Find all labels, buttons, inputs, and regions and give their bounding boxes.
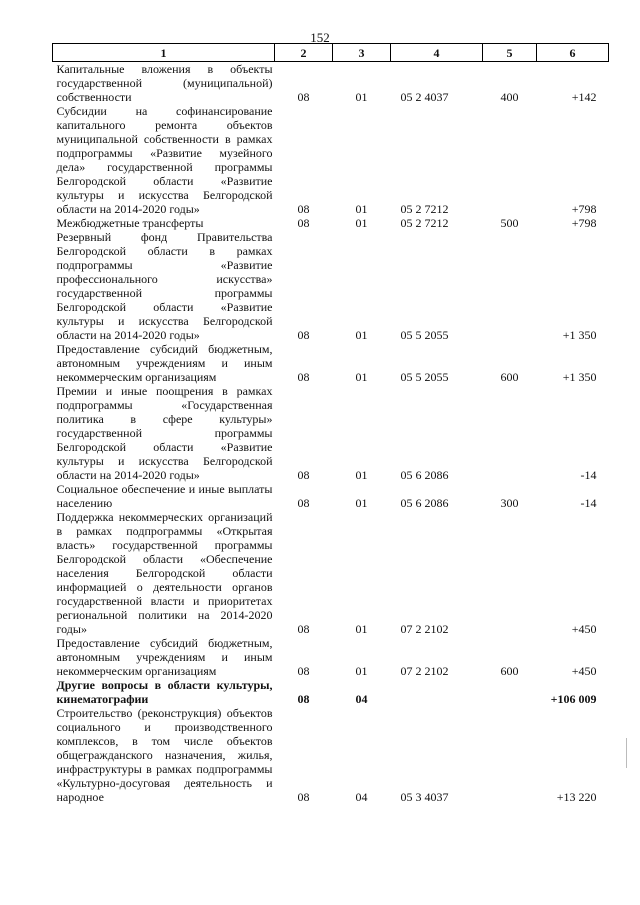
- row-section: 08: [297, 622, 310, 636]
- row-section: 08: [297, 496, 310, 510]
- scan-edge-mark: [626, 738, 627, 768]
- page-number: 152: [310, 30, 330, 45]
- row-expense-type: 600: [500, 370, 519, 384]
- row-amount: +798: [571, 216, 597, 230]
- table-row: [53, 216, 609, 230]
- column-header: 2: [275, 44, 333, 62]
- table-header-row: [53, 44, 609, 62]
- row-section: 08: [297, 216, 310, 230]
- row-subsection: 01: [355, 468, 368, 482]
- table-row: [53, 510, 609, 636]
- row-section: 08: [297, 790, 310, 804]
- row-target-article: 05 2 7212: [400, 202, 449, 216]
- row-subsection: 01: [355, 622, 368, 636]
- row-section: 08: [297, 90, 310, 104]
- row-subsection: 04: [355, 692, 368, 706]
- row-name: Поддержка некоммерческих организаций в рамках подпрограммы «Открытая власть» государственной программы Белгородской области «Обеспечение населения Белгородской области информацией о деятельности органов государственной власти и приоритетах региональной политики на 2014-2020 годы»: [56, 510, 273, 636]
- row-target-article: 05 5 2055: [400, 328, 449, 342]
- row-name: Предоставление субсидий бюджетным, автономным учреждениям и иным некоммерческим организациям: [56, 342, 273, 384]
- row-name: Предоставление субсидий бюджетным, автономным учреждениям и иным некоммерческим организациям: [56, 636, 273, 678]
- row-section: 08: [297, 664, 310, 678]
- row-name: Капитальные вложения в объекты государственной (муниципальной) собственности: [56, 62, 273, 104]
- row-expense-type: [483, 384, 537, 482]
- table-row: [53, 104, 609, 216]
- row-target-article: 05 2 7212: [400, 216, 449, 230]
- row-name: Строительство (реконструкция) объектов социального и производственного комплексов, в том числе объектов общегражданского назначения, жилья, инфраструктуры в рамках подпрограммы «Культурно-досуговая деятельность и народное: [56, 706, 273, 804]
- row-section: 08: [297, 468, 310, 482]
- row-name: Другие вопросы в области культуры, кинематографии: [56, 678, 273, 706]
- table-row: [53, 706, 609, 804]
- table-row: [53, 482, 609, 510]
- row-expense-type: [483, 104, 537, 216]
- row-expense-type: 600: [500, 664, 519, 678]
- row-target-article: 05 6 2086: [400, 496, 449, 510]
- row-subsection: 04: [355, 790, 368, 804]
- row-expense-type: [483, 510, 537, 636]
- row-amount: +450: [571, 622, 597, 636]
- row-subsection: 01: [355, 370, 368, 384]
- row-amount: +798: [571, 202, 597, 216]
- row-expense-type: [483, 678, 537, 706]
- row-name: Субсидии на софинансирование капитального ремонта объектов муниципальной собственности в рамках подпрограммы «Развитие музейного дела» государственной программы Белгородской области «Развитие культуры и искусства Белгородской области на 2014-2020 годы»: [56, 104, 273, 216]
- row-subsection: 01: [355, 328, 368, 342]
- row-subsection: 01: [355, 90, 368, 104]
- row-section: 08: [297, 692, 310, 706]
- table-row: [53, 636, 609, 678]
- table-row: [53, 342, 609, 384]
- row-subsection: 01: [355, 216, 368, 230]
- row-expense-type: 400: [500, 90, 519, 104]
- budget-table: [52, 43, 609, 804]
- column-header: 4: [391, 44, 483, 62]
- row-target-article: [391, 678, 483, 706]
- row-amount: +142: [571, 90, 597, 104]
- table-body: [53, 62, 609, 805]
- table-row: [53, 678, 609, 706]
- row-section: 08: [297, 202, 310, 216]
- row-target-article: 05 6 2086: [400, 468, 449, 482]
- row-subsection: 01: [355, 496, 368, 510]
- row-subsection: 01: [355, 664, 368, 678]
- row-amount: +1 350: [562, 370, 597, 384]
- row-amount: +13 220: [556, 790, 597, 804]
- row-amount: +106 009: [550, 692, 597, 706]
- table-row: [53, 230, 609, 342]
- row-target-article: 05 3 4037: [400, 790, 449, 804]
- row-subsection: 01: [355, 202, 368, 216]
- row-expense-type: 300: [500, 496, 519, 510]
- row-name: Социальное обеспечение и иные выплаты населению: [56, 482, 273, 510]
- row-amount: +450: [571, 664, 597, 678]
- column-header: 3: [333, 44, 391, 62]
- row-name: Резервный фонд Правительства Белгородской области в рамках подпрограммы «Развитие профессионального искусства» государственной программы Белгородской области «Развитие культуры и искусства Белгородской области на 2014-2020 годы»: [56, 230, 273, 342]
- row-name: Межбюджетные трансферты: [56, 216, 204, 230]
- column-header: 5: [483, 44, 537, 62]
- column-header: 6: [537, 44, 609, 62]
- row-target-article: 07 2 2102: [400, 622, 449, 636]
- row-expense-type: 500: [500, 216, 519, 230]
- row-section: 08: [297, 370, 310, 384]
- row-name: Премии и иные поощрения в рамках подпрограммы «Государственная политика в сфере культуры» государственной программы Белгородской области «Развитие культуры и искусства Белгородской области на 2014-2020 годы»: [56, 384, 273, 482]
- row-amount: -14: [580, 468, 597, 482]
- table-row: [53, 62, 609, 105]
- table-row: [53, 384, 609, 482]
- column-header: 1: [53, 44, 275, 62]
- row-amount: -14: [580, 496, 597, 510]
- row-target-article: 07 2 2102: [400, 664, 449, 678]
- row-amount: +1 350: [562, 328, 597, 342]
- row-expense-type: [483, 230, 537, 342]
- row-target-article: 05 5 2055: [400, 370, 449, 384]
- row-target-article: 05 2 4037: [400, 90, 449, 104]
- row-section: 08: [297, 328, 310, 342]
- row-expense-type: [483, 706, 537, 804]
